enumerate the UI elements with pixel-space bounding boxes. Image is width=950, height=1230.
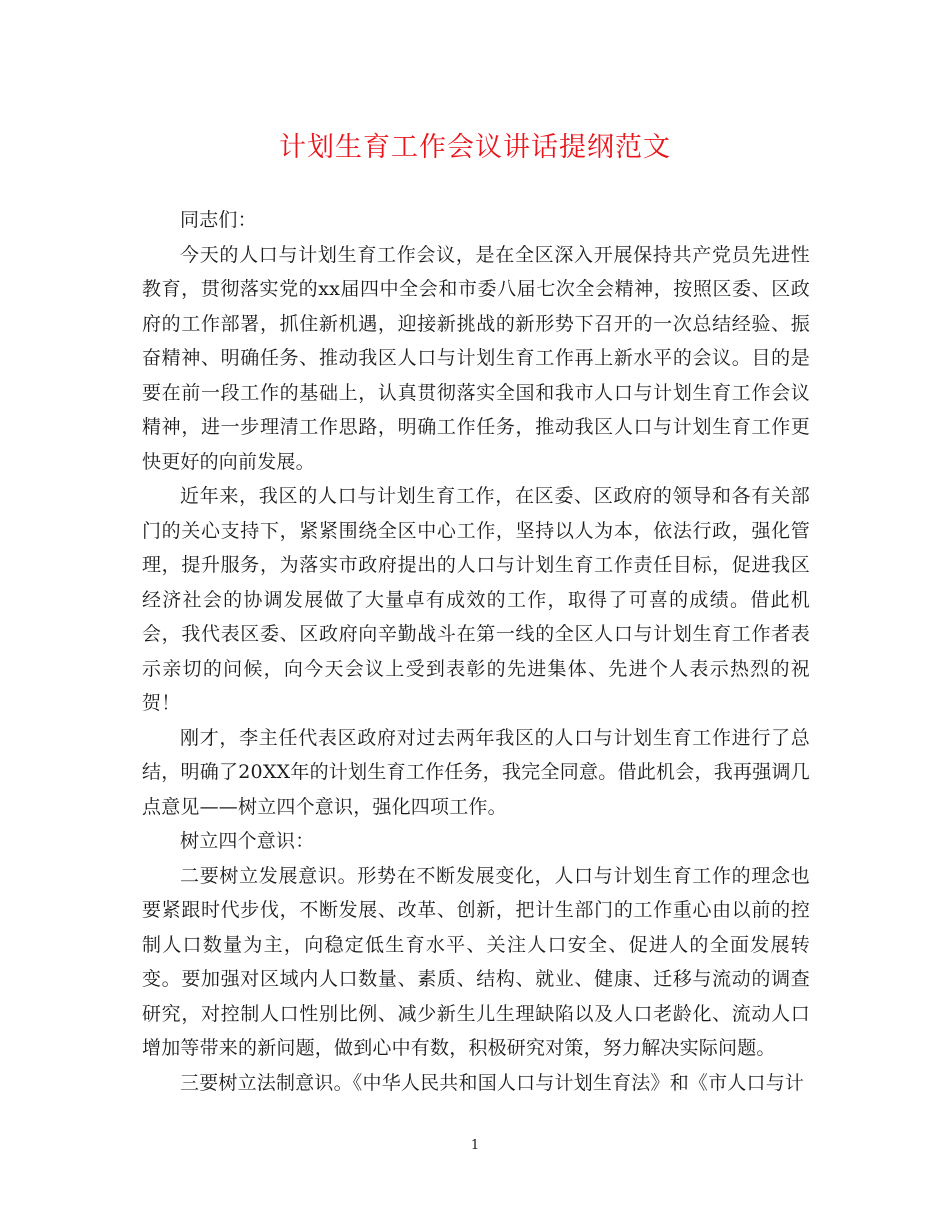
document-title: 计划生育工作会议讲话提纲范文 — [279, 132, 671, 163]
document-body — [142, 203, 810, 1100]
salutation: 同志们： — [180, 209, 257, 231]
section-heading: 树立四个意识： — [180, 830, 315, 852]
body-paragraph: 三要树立法制意识。《中华人民共和国人口与计划生育法》和《市人口与计 — [180, 1071, 805, 1094]
body-paragraph: 二要树立发展意识。形势在不断发展变化，人口与计划生育工作的理念也要紧跟时代步伐，不断发展、改革、创新，把计生部门的工作重心由以前的控制人口数量为主，向稳定低生育水平、关注人口安全、促进人的全面发展转变。要加强对区域内人口数量、素质、结构、就业、健康、迁移与流动的调查研究，对控制人口性别比例、减少新生儿生理缺陷以及人口老龄化、流动人口增加等带来的新问题，做到心中有数，积极研究对策，努力解决实际问题。 — [142, 864, 810, 1059]
page-number: 1 — [470, 1138, 480, 1153]
body-paragraph: 近年来，我区的人口与计划生育工作，在区委、区政府的领导和各有关部门的关心支持下，紧紧围绕全区中心工作，坚持以人为本，依法行政，强化管理，提升服务，为落实市政府提出的人口与计划生育工作责任目标，促进我区经济社会的协调发展做了大量卓有成效的工作，取得了可喜的成绩。借此机会，我代表区委、区政府向辛勤战斗在第一线的全区人口与计划生育工作者表示亲切的问候，向今天会议上受到表彰的先进集体、先进个人表示热烈的祝贺！ — [142, 485, 810, 714]
body-paragraph: 今天的人口与计划生育工作会议，是在全区深入开展保持共产党员先进性教育，贯彻落实党的xx届四中全会和市委八届七次全会精神，按照区委、区政府的工作部署，抓住新机遇，迎接新挑战的新形势下召开的一次总结经验、振奋精神、明确任务、推动我区人口与计划生育工作再上新水平的会议。目的是要在前一段工作的基础上，认真贯彻落实全国和我市人口与计划生育工作会议精神，进一步理清工作思路，明确工作任务，推动我区人口与计划生育工作更快更好的向前发展。 — [142, 243, 810, 473]
body-paragraph: 刚才，李主任代表区政府对过去两年我区的人口与计划生育工作进行了总结，明确了20XX年的计划生育工作任务，我完全同意。借此机会，我再强调几点意见——树立四个意识，强化四项工作。 — [142, 726, 810, 818]
